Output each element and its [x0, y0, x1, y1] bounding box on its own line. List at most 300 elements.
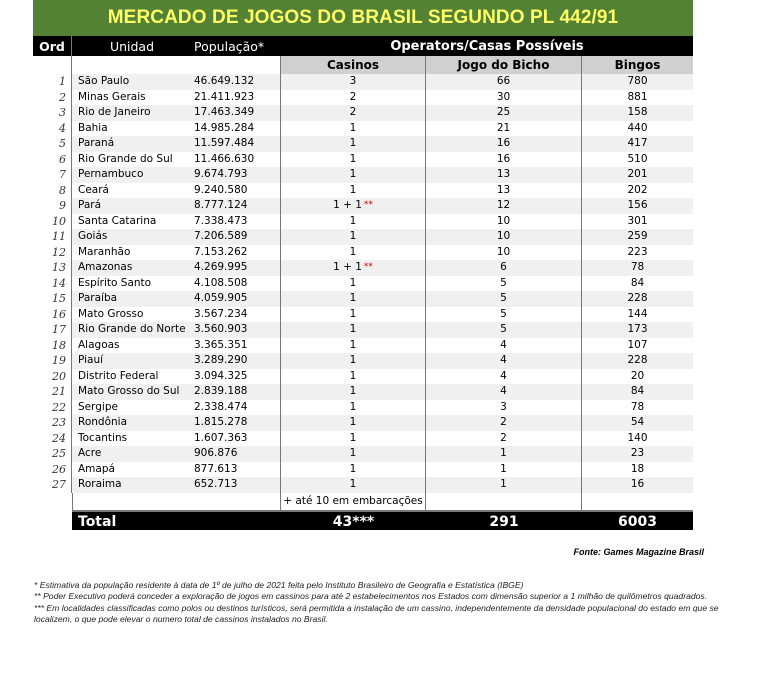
- casinos-cell-text: 1: [349, 431, 357, 444]
- unidad-cell: [72, 74, 192, 90]
- populacao-cell-text: 2.839.188: [194, 385, 248, 397]
- bicho-cell-text: 5: [500, 292, 507, 304]
- bicho-cell-text: 5: [500, 276, 507, 289]
- casinos-cell-text: 1 + 1: [333, 261, 362, 273]
- ord-cell-text: 12: [52, 245, 66, 259]
- table-row: [33, 462, 693, 478]
- populacao-cell: [192, 152, 281, 168]
- ord-cell: [33, 136, 72, 152]
- ord-cell: [33, 462, 72, 478]
- bingos-cell-text: 173: [627, 323, 648, 335]
- ord-cell-text: 23: [52, 416, 66, 429]
- ord-cell-text: 17: [52, 323, 66, 336]
- bicho-cell: [426, 369, 582, 385]
- bingos-cell: [582, 198, 693, 214]
- table-row: [33, 152, 693, 168]
- bicho-cell-text: 66: [496, 75, 511, 87]
- bicho-cell-text: 5: [500, 307, 507, 320]
- ord-cell: [33, 338, 72, 354]
- unidad-cell-text: Minas Gerais: [78, 90, 146, 103]
- unidad-cell: [72, 152, 192, 168]
- subheader-row: [33, 56, 693, 74]
- ord-cell: [33, 229, 72, 245]
- table-row: [33, 446, 693, 462]
- ord-cell: [33, 446, 72, 462]
- bingos-cell: [582, 322, 693, 338]
- ord-cell-text: 19: [52, 354, 66, 367]
- table-row: [33, 415, 693, 431]
- bicho-cell: [426, 307, 582, 323]
- unidad-cell: [72, 90, 192, 106]
- casinos-cell: [281, 152, 426, 168]
- bingos-cell-text: 144: [627, 307, 648, 320]
- bicho-cell: [426, 415, 582, 431]
- bingos-cell-text: 84: [630, 385, 645, 397]
- casinos-cell: [281, 167, 426, 183]
- ord-cell: [33, 214, 72, 230]
- unidad-cell: [72, 245, 192, 261]
- ord-cell: [33, 90, 72, 106]
- bingos-cell: [582, 369, 693, 385]
- bicho-cell: [426, 477, 582, 493]
- casinos-cell: [281, 90, 426, 106]
- bingos-cell-text: 301: [627, 214, 648, 227]
- bicho-cell-text: 10: [496, 230, 511, 242]
- ord-cell-text: 2: [59, 90, 66, 104]
- populacao-cell-text: 3.365.351: [194, 338, 248, 351]
- casinos-cell: [281, 369, 426, 385]
- casinos-cell: [281, 462, 426, 478]
- header-bingos: Bingos: [582, 56, 693, 74]
- table-row: [33, 384, 693, 400]
- bingos-cell: [582, 214, 693, 230]
- bicho-cell-text: 10: [496, 214, 511, 227]
- bicho-cell: [426, 384, 582, 400]
- unidad-cell-text: Roraima: [78, 478, 122, 490]
- ord-cell-text: 22: [52, 400, 66, 414]
- populacao-cell: [192, 400, 281, 416]
- casinos-cell-text: 1: [349, 338, 357, 351]
- bicho-cell: [426, 121, 582, 137]
- populacao-cell: [192, 105, 281, 121]
- bingos-cell-text: 158: [627, 106, 648, 118]
- casinos-cell-text: 1: [349, 416, 357, 428]
- populacao-cell-text: 7.153.262: [194, 245, 248, 258]
- populacao-cell-text: 11.466.630: [194, 152, 255, 165]
- populacao-cell: [192, 415, 281, 431]
- casinos-cell-text: 1: [349, 369, 357, 382]
- table-row: [33, 400, 693, 416]
- populacao-cell-text: 877.613: [194, 462, 238, 475]
- unidad-cell-text: Pará: [78, 199, 102, 211]
- total-casinos: 43***: [332, 513, 375, 530]
- bicho-cell: [426, 152, 582, 168]
- table-row: [33, 198, 693, 214]
- table-row: [33, 74, 693, 90]
- populacao-cell: [192, 369, 281, 385]
- ord-cell-text: 20: [52, 369, 66, 383]
- ord-cell-text: 18: [52, 338, 66, 352]
- populacao-cell: [192, 338, 281, 354]
- unidad-cell-text: Tocantins: [78, 431, 128, 444]
- table-row: [33, 167, 693, 183]
- unidad-cell: [72, 291, 192, 307]
- table-row: [33, 136, 693, 152]
- casinos-cell-text: 1 + 1: [333, 199, 362, 211]
- unidad-cell: [72, 136, 192, 152]
- bingos-cell-text: 84: [630, 276, 645, 289]
- bingos-cell: [582, 90, 693, 106]
- bicho-cell: [426, 276, 582, 292]
- casinos-cell-text: 1: [349, 478, 357, 490]
- unidad-cell: [72, 121, 192, 137]
- casinos-cell: [281, 477, 426, 493]
- unidad-cell: [72, 214, 192, 230]
- bicho-cell-text: 5: [500, 323, 507, 335]
- unidad-cell: [72, 400, 192, 416]
- bicho-cell: [426, 260, 582, 276]
- ord-cell-text: 13: [52, 261, 66, 274]
- populacao-cell: [192, 353, 281, 369]
- bingos-cell-text: 18: [630, 462, 645, 475]
- populacao-cell: [192, 384, 281, 400]
- total-label: Total: [78, 513, 117, 530]
- casinos-cell: [281, 183, 426, 199]
- bingos-cell: [582, 260, 693, 276]
- table-row: [33, 245, 693, 261]
- bicho-cell: [426, 322, 582, 338]
- populacao-cell-text: 3.289.290: [194, 354, 248, 366]
- ord-cell: [33, 245, 72, 261]
- populacao-cell: [192, 74, 281, 90]
- populacao-cell: [192, 260, 281, 276]
- table-row: [33, 353, 693, 369]
- bingos-cell-text: 16: [630, 478, 645, 490]
- ord-cell: [33, 183, 72, 199]
- casinos-cell-text: 1: [349, 385, 357, 397]
- unidad-cell: [72, 462, 192, 478]
- casinos-cell-text: 1: [349, 245, 357, 258]
- populacao-cell: [192, 90, 281, 106]
- populacao-cell-text: 14.985.284: [194, 121, 255, 134]
- ord-cell: [33, 198, 72, 214]
- casinos-cell: [281, 260, 426, 276]
- header-operators: Operators/Casas Possíveis: [390, 38, 584, 54]
- unidad-cell-text: Piauí: [78, 354, 104, 366]
- ord-cell-text: 3: [59, 106, 66, 119]
- unidad-cell: [72, 198, 192, 214]
- unidad-cell: [72, 384, 192, 400]
- footnote-3: *** Em localidades classificadas como polos ou destinos turísticos, será permitida a instalação de um cassino, independentemente da densidade populacional do estado em que se localizem, o que pode elevar o numero total de cassinos instalados no Brasil.: [34, 602, 719, 625]
- ord-cell: [33, 431, 72, 447]
- populacao-cell-text: 7.338.473: [194, 214, 248, 227]
- casinos-cell: [281, 338, 426, 354]
- bingos-cell-text: 78: [630, 261, 645, 273]
- bingos-cell-text: 202: [627, 183, 648, 196]
- bicho-cell: [426, 167, 582, 183]
- table-body: [33, 74, 693, 493]
- populacao-cell: [192, 291, 281, 307]
- casinos-cell-text: 1: [349, 307, 357, 320]
- bingos-cell: [582, 136, 693, 152]
- populacao-cell-text: 652.713: [194, 478, 238, 490]
- casinos-cell-text: 2: [349, 106, 357, 118]
- ord-cell-text: 27: [52, 478, 66, 491]
- unidad-cell: [72, 322, 192, 338]
- unidad-cell-text: Mato Grosso: [78, 307, 144, 320]
- bingos-cell-text: 780: [627, 75, 648, 87]
- table-row: [33, 260, 693, 276]
- populacao-cell: [192, 446, 281, 462]
- populacao-cell-text: 906.876: [194, 447, 238, 459]
- unidad-cell-text: Rondônia: [78, 416, 127, 428]
- ord-cell-text: 7: [59, 168, 66, 181]
- header-casinos: Casinos: [281, 56, 426, 74]
- unidad-cell: [72, 431, 192, 447]
- ord-cell-text: 11: [52, 230, 66, 243]
- embarcacoes-note: + até 10 em embarcações: [281, 493, 426, 510]
- ord-cell-text: 26: [52, 462, 66, 476]
- unidad-cell: [72, 260, 192, 276]
- casinos-cell-text: 1: [349, 292, 357, 304]
- bingos-cell-text: 417: [627, 137, 648, 149]
- casinos-cell: [281, 307, 426, 323]
- ord-cell: [33, 167, 72, 183]
- populacao-cell-text: 17.463.349: [194, 106, 255, 118]
- footnote-1: * Estimativa da população residente à data de 1º de julho de 2021 feita pelo Instituto Brasileiro de Geografia e Estatística (IBGE): [34, 580, 524, 590]
- ord-cell-text: 5: [59, 137, 66, 150]
- populacao-cell-text: 11.597.484: [194, 137, 255, 149]
- unidad-cell-text: Amazonas: [78, 261, 133, 273]
- ord-cell: [33, 353, 72, 369]
- total-row: [72, 510, 693, 530]
- bicho-cell: [426, 338, 582, 354]
- bingos-cell: [582, 338, 693, 354]
- casinos-cell: [281, 214, 426, 230]
- casinos-cell-text: 2: [349, 90, 357, 103]
- unidad-cell-text: Paraíba: [78, 292, 118, 304]
- bingos-cell: [582, 167, 693, 183]
- unidad-cell: [72, 167, 192, 183]
- gaming-market-table: [33, 0, 693, 530]
- casinos-cell: [281, 415, 426, 431]
- casinos-cell: [281, 74, 426, 90]
- table-title: MERCADO DE JOGOS DO BRASIL SEGUNDO PL 442/91: [33, 0, 693, 36]
- bicho-cell-text: 2: [500, 431, 507, 444]
- casinos-cell-text: 1: [349, 400, 357, 413]
- casinos-cell: [281, 400, 426, 416]
- table-row: [33, 90, 693, 106]
- ord-cell: [33, 369, 72, 385]
- unidad-cell-text: Alagoas: [78, 338, 120, 351]
- bingos-cell: [582, 462, 693, 478]
- populacao-cell-text: 2.338.474: [194, 400, 248, 413]
- populacao-cell-text: 1.815.278: [194, 416, 248, 428]
- bingos-cell: [582, 431, 693, 447]
- bicho-cell-text: 30: [496, 90, 511, 103]
- bicho-cell: [426, 136, 582, 152]
- unidad-cell: [72, 477, 192, 493]
- ord-cell: [33, 105, 72, 121]
- bicho-cell: [426, 353, 582, 369]
- ord-cell-text: 16: [52, 307, 66, 321]
- casinos-cell-text: 1: [349, 323, 357, 335]
- ord-cell: [33, 74, 72, 90]
- table-row: [33, 105, 693, 121]
- populacao-cell: [192, 214, 281, 230]
- populacao-cell-text: 4.269.995: [194, 261, 248, 273]
- bingos-cell: [582, 105, 693, 121]
- unidad-cell-text: Ceará: [78, 183, 109, 196]
- populacao-cell-text: 3.560.903: [194, 323, 248, 335]
- unidad-cell-text: Espírito Santo: [78, 276, 152, 289]
- bicho-cell-text: 1: [500, 462, 507, 475]
- populacao-cell-text: 9.240.580: [194, 183, 248, 196]
- unidad-cell-text: Maranhão: [78, 245, 131, 258]
- header-row: [33, 36, 693, 56]
- populacao-cell: [192, 167, 281, 183]
- populacao-cell: [192, 136, 281, 152]
- bingos-cell-text: 228: [627, 292, 648, 304]
- ord-cell-text: 4: [59, 121, 66, 135]
- bicho-cell-text: 3: [500, 400, 507, 413]
- bicho-cell: [426, 446, 582, 462]
- bicho-cell: [426, 105, 582, 121]
- ord-cell: [33, 152, 72, 168]
- bingos-cell-text: 54: [630, 416, 645, 428]
- unidad-cell: [72, 276, 192, 292]
- bicho-cell: [426, 90, 582, 106]
- unidad-cell-text: Rio Grande do Sul: [78, 152, 173, 165]
- footnotes: [34, 580, 724, 626]
- casinos-cell-text: 1: [349, 354, 357, 366]
- ord-cell-text: 25: [52, 447, 66, 460]
- unidad-cell: [72, 307, 192, 323]
- populacao-cell: [192, 276, 281, 292]
- ord-cell: [33, 260, 72, 276]
- casinos-cell-text: 1: [349, 168, 357, 180]
- unidad-cell: [72, 183, 192, 199]
- bingos-cell: [582, 229, 693, 245]
- unidad-cell: [72, 229, 192, 245]
- populacao-cell: [192, 322, 281, 338]
- bingos-cell-text: 107: [627, 338, 648, 351]
- bicho-cell: [426, 462, 582, 478]
- unidad-cell: [72, 446, 192, 462]
- bicho-cell-text: 4: [500, 369, 507, 382]
- populacao-cell-text: 4.108.508: [194, 276, 248, 289]
- ord-cell-text: 1: [59, 75, 66, 88]
- bicho-cell-text: 25: [496, 106, 511, 118]
- populacao-cell: [192, 431, 281, 447]
- casinos-cell-text: 1: [349, 121, 357, 134]
- header-unidad: Unidad: [109, 38, 155, 54]
- bingos-cell: [582, 152, 693, 168]
- bingos-cell: [582, 291, 693, 307]
- bicho-cell: [426, 291, 582, 307]
- ord-cell: [33, 384, 72, 400]
- bicho-cell-text: 2: [500, 416, 507, 428]
- unidad-cell-text: Distrito Federal: [78, 369, 159, 382]
- header-jogo-do-bicho: Jogo do Bicho: [426, 56, 582, 74]
- header-ord: Ord: [33, 36, 72, 56]
- casinos-cell-text: 1: [349, 214, 357, 227]
- casinos-cell-text: 1: [349, 462, 357, 475]
- casinos-cell-text: 1: [349, 183, 357, 196]
- populacao-cell: [192, 198, 281, 214]
- ord-cell: [33, 400, 72, 416]
- unidad-cell: [72, 353, 192, 369]
- unidad-cell-text: Paraná: [78, 137, 115, 149]
- unidad-cell-text: Santa Catarina: [78, 214, 157, 227]
- table-row: [33, 229, 693, 245]
- ord-cell-text: 10: [52, 214, 66, 228]
- bicho-cell-text: 10: [496, 245, 511, 258]
- populacao-cell: [192, 229, 281, 245]
- casinos-cell-text: 1: [349, 152, 357, 165]
- populacao-cell-text: 3.567.234: [194, 307, 248, 320]
- populacao-cell-text: 46.649.132: [194, 75, 255, 87]
- bicho-cell-text: 12: [496, 199, 511, 211]
- populacao-cell-text: 9.674.793: [194, 168, 248, 180]
- populacao-cell-text: 7.206.589: [194, 230, 248, 242]
- populacao-cell-text: 3.094.325: [194, 369, 248, 382]
- table-row: [33, 121, 693, 137]
- embarcacoes-row: [33, 493, 693, 510]
- unidad-cell-text: Sergipe: [78, 400, 118, 413]
- table-row: [33, 291, 693, 307]
- bingos-cell-text: 156: [627, 199, 648, 211]
- table-row: [33, 431, 693, 447]
- ord-cell-text: 9: [59, 199, 66, 212]
- bingos-cell: [582, 307, 693, 323]
- bicho-cell: [426, 183, 582, 199]
- table-row: [33, 214, 693, 230]
- header-populacao: População*: [194, 38, 265, 54]
- ord-cell: [33, 477, 72, 493]
- table-row: [33, 369, 693, 385]
- bicho-cell-text: 16: [496, 137, 511, 149]
- unidad-cell: [72, 415, 192, 431]
- bicho-cell: [426, 245, 582, 261]
- bicho-cell: [426, 229, 582, 245]
- bingos-cell-text: 23: [630, 447, 645, 459]
- bingos-cell-text: 20: [630, 369, 645, 382]
- ord-cell: [33, 291, 72, 307]
- footnote-2: ** Poder Executivo poderá conceder a exploração de jogos em cassinos para até 2 estabelecimentos nos Estados com dimensão superior a 1 milhão de quilômetros quadrados.: [34, 591, 708, 602]
- bingos-cell-text: 259: [627, 230, 648, 242]
- casinos-cell: [281, 136, 426, 152]
- unidad-cell-text: Mato Grosso do Sul: [78, 385, 180, 397]
- casinos-cell: [281, 322, 426, 338]
- unidad-cell: [72, 105, 192, 121]
- table-row: [33, 322, 693, 338]
- populacao-cell-text: 1.607.363: [194, 431, 248, 444]
- casinos-cell: [281, 291, 426, 307]
- populacao-cell-text: 21.411.923: [194, 90, 255, 103]
- bicho-cell: [426, 431, 582, 447]
- casinos-cell: [281, 229, 426, 245]
- unidad-cell-text: Bahia: [78, 121, 108, 134]
- bingos-cell-text: 881: [627, 90, 648, 103]
- unidad-cell-text: São Paulo: [78, 75, 130, 87]
- casinos-cell: [281, 276, 426, 292]
- unidad-cell-text: Rio Grande do Norte: [78, 323, 186, 335]
- casinos-cell-text: 1: [349, 447, 357, 459]
- casinos-cell: [281, 245, 426, 261]
- bingos-cell: [582, 446, 693, 462]
- total-bicho: 291: [489, 513, 519, 530]
